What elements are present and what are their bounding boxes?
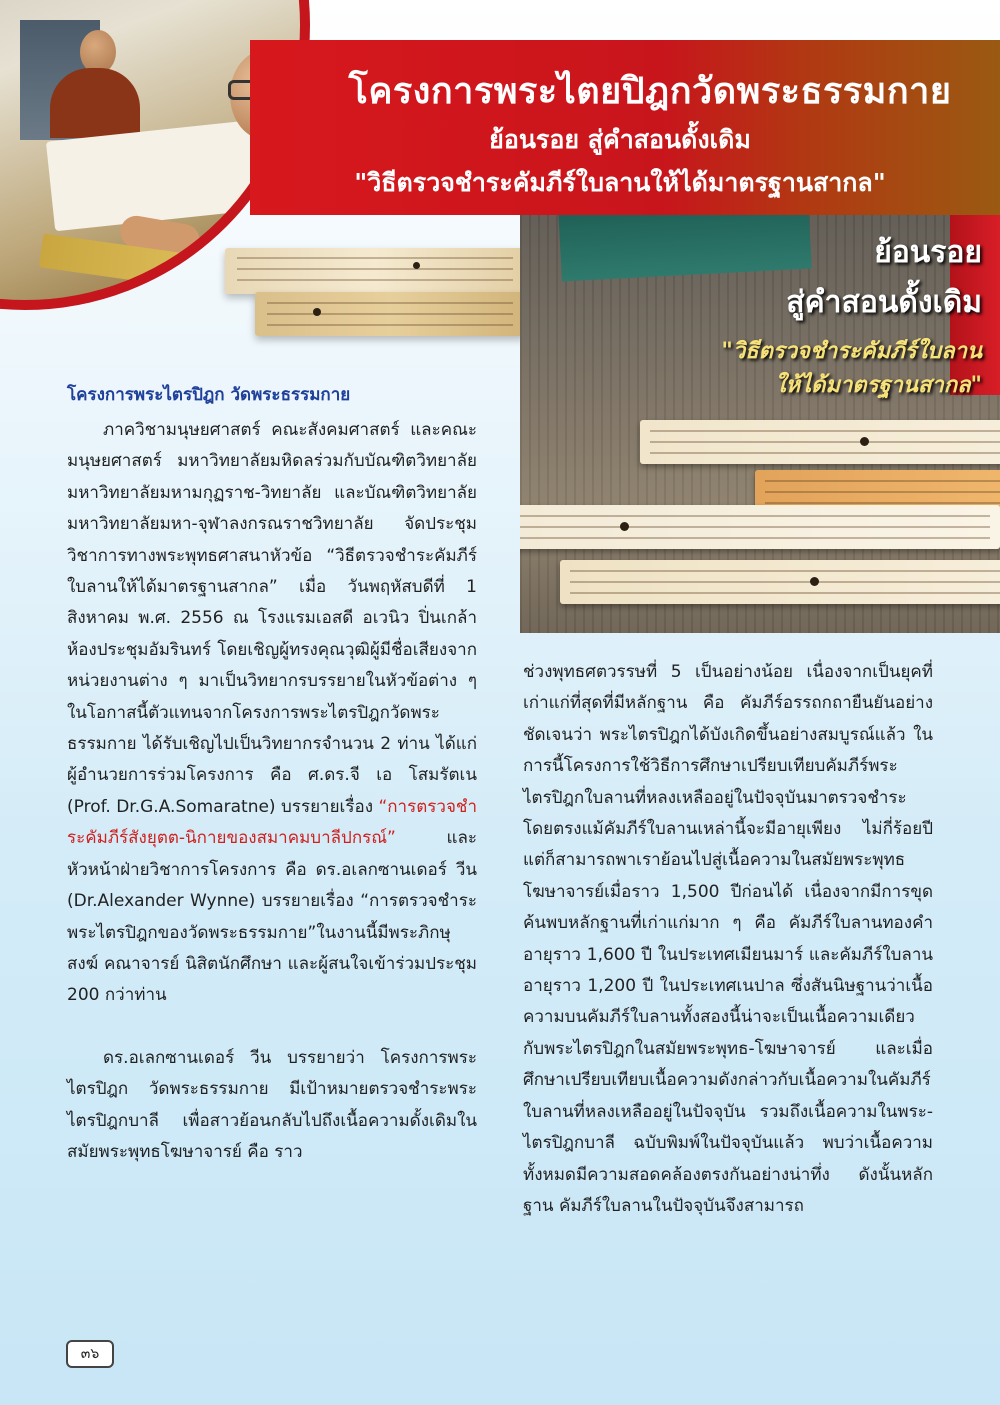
palm-leaf (640, 420, 1000, 464)
page-number: ๓๖ (66, 1340, 114, 1368)
article-left-column (67, 415, 477, 1168)
palm-leaf (520, 505, 1000, 549)
overlay-quote-line2: ให้ได้มาตรฐานสากล" (774, 373, 982, 398)
paragraph: ดร.อเลกซานเดอร์ วีน บรรยายว่า โครงการพระไตรปิฎก วัดพระธรรมกาย มีเป้าหมายตรวจชำระพระไตรปิฎกบาลี เพื่อสาวย้อนกลับไปถึงเนื้อความดั้งเดิมในสมัยพระพุทธโฆษาจารย์ คือ ราว (67, 1047, 477, 1162)
paragraph: ภาควิชามนุษยศาสตร์ คณะสังคมศาสตร์ และคณะมนุษยศาสตร์ มหาวิทยาลัยมหิดลร่วมกับบัณฑิตวิทยาลัย มหาวิทยาลัยมหามกุฏราช-วิทยาลัย และบัณฑิตวิทยาลัย มหาวิทยาลัยมหา-จุฬาลงกรณราชวิทยาลัย จัดประชุมวิชาการทางพระพุทธศาสนาหัวข้อ “วิธีตรวจชำระคัมภีร์ใบลานให้ได้มาตรฐานสากล” เมื่อ วันพฤหัสบดีที่ 1 สิงหาคม พ.ศ. 2556 ณ โรงแรมเอสดี อเวนิว ปิ่นเกล้า ห้องประชุมอัมรินทร์ โดยเชิญผู้ทรงคุณวุฒิผู้มีชื่อเสียงจากหน่วยงานต่าง ๆ มาเป็นวิทยากรบรรยายในหัวข้อต่าง ๆ ในโอกาสนี้ตัวแทนจากโครงการพระไตรปิฎกวัดพระธรรมกาย ได้รับเชิญไปเป็นวิทยากรจำนวน 2 ท่าน ได้แก่ ผู้อำนวยการร่วมโครงการ คือ ศ.ดร.จี เอ โสมรัตเน (Prof. Dr.G.A.Somaratne) บรรยายเรื่อง “การตรวจชำระคัมภีร์สังยุตต-นิกายของสมาคมบาลีปกรณ์” และหัวหน้าฝ่ายวิชาการโครงการ คือ ดร.อเลกซานเดอร์ วีน (Dr.Alexander Wynne) บรรยายเรื่อง “การตรวจชำระพระไตรปิฎกของวัดพระธรรมกาย”ในงานนี้มีพระภิกษุสงฆ์ คณาจารย์ นิสิตนักศึกษา และผู้สนใจเข้าร่วมประชุม 200 กว่าท่าน (67, 420, 477, 1006)
lecture-title-highlight: “การตรวจชำระคัมภีร์สังยุตต-นิกายของสมาคมบาลีปกรณ์” (67, 796, 477, 849)
subtitle: ย้อนรอย สู่คำสอนดั้งเดิม (489, 125, 751, 154)
palm-leaf-manuscript (225, 248, 525, 294)
palm-leaf (560, 560, 1000, 604)
background-monk-robe (50, 68, 140, 138)
palm-leaf-manuscript (255, 292, 525, 336)
overlay-title: ย้อนรอย (874, 235, 982, 270)
green-book (558, 215, 811, 281)
page-title: โครงการพระไตยปิฎกวัดพระธรรมกาย (348, 71, 952, 112)
palm-leaf-photo (520, 215, 1000, 633)
article-heading: โครงการพระไตรปิฎก วัดพระธรรมกาย (67, 385, 351, 405)
overlay-subtitle: สู่คำสอนดั้งเดิม (786, 285, 982, 320)
article-right-column (523, 657, 933, 1222)
overlay-quote-line1: "วิธีตรวจชำระคัมภีร์ใบลาน (721, 339, 982, 364)
subtitle-quote: "วิธีตรวจชำระคัมภีร์ใบลานให้ได้มาตรฐานสากล" (354, 168, 886, 197)
paragraph: ช่วงพุทธศตวรรษที่ 5 เป็นอย่างน้อย เนื่องจากเป็นยุคที่เก่าแก่ที่สุดที่มีหลักฐาน คือ คัมภีร์อรรถกถายืนยันอย่างชัดเจนว่า พระไตรปิฎกได้บังเกิดขึ้นอย่างสมบูรณ์แล้ว ในการนี้โครงการใช้วิธีการศึกษาเปรียบเทียบคัมภีร์พระไตรปิฎกใบลานที่หลงเหลืออยู่ในปัจจุบันมาตรวจชำระโดยตรงแม้คัมภีร์ใบลานเหล่านี้จะมีอายุเพียง ไม่กี่ร้อยปี แต่ก็สามารถพาเราย้อนไปสู่เนื้อความในสมัยพระพุทธโฆษาจารย์เมื่อราว 1,500 ปีก่อนได้ เนื่องจากมีการขุดค้นพบหลักฐานที่เก่าแก่มาก ๆ คือ คัมภีร์ใบลานทองคำอายุราว 1,600 ปี ในประเทศเมียนมาร์ และคัมภีร์ใบลานอายุราว 1,200 ปี ในประเทศเนปาล ซึ่งสันนิษฐานว่าเนื้อความบนคัมภีร์ใบลานทั้งสองนี้น่าจะเป็นเนื้อความเดียว กับพระไตรปิฎกในสมัยพระพุทธ-โฆษาจารย์ และเมื่อศึกษาเปรียบเทียบเนื้อความดังกล่าวกับเนื้อความในคัมภีร์ใบลานที่หลงเหลืออยู่ในปัจจุบัน รวมถึงเนื้อความในพระ-ไตรปิฎกบาลี ฉบับพิมพ์ในปัจจุบันแล้ว พบว่าเนื้อความทั้งหมดมีความสอดคล้องตรงกันอย่างน่าทึ่ง ดังนั้นหลักฐาน คัมภีร์ใบลานในปัจจุบันจึงสามารถ (523, 662, 933, 1216)
